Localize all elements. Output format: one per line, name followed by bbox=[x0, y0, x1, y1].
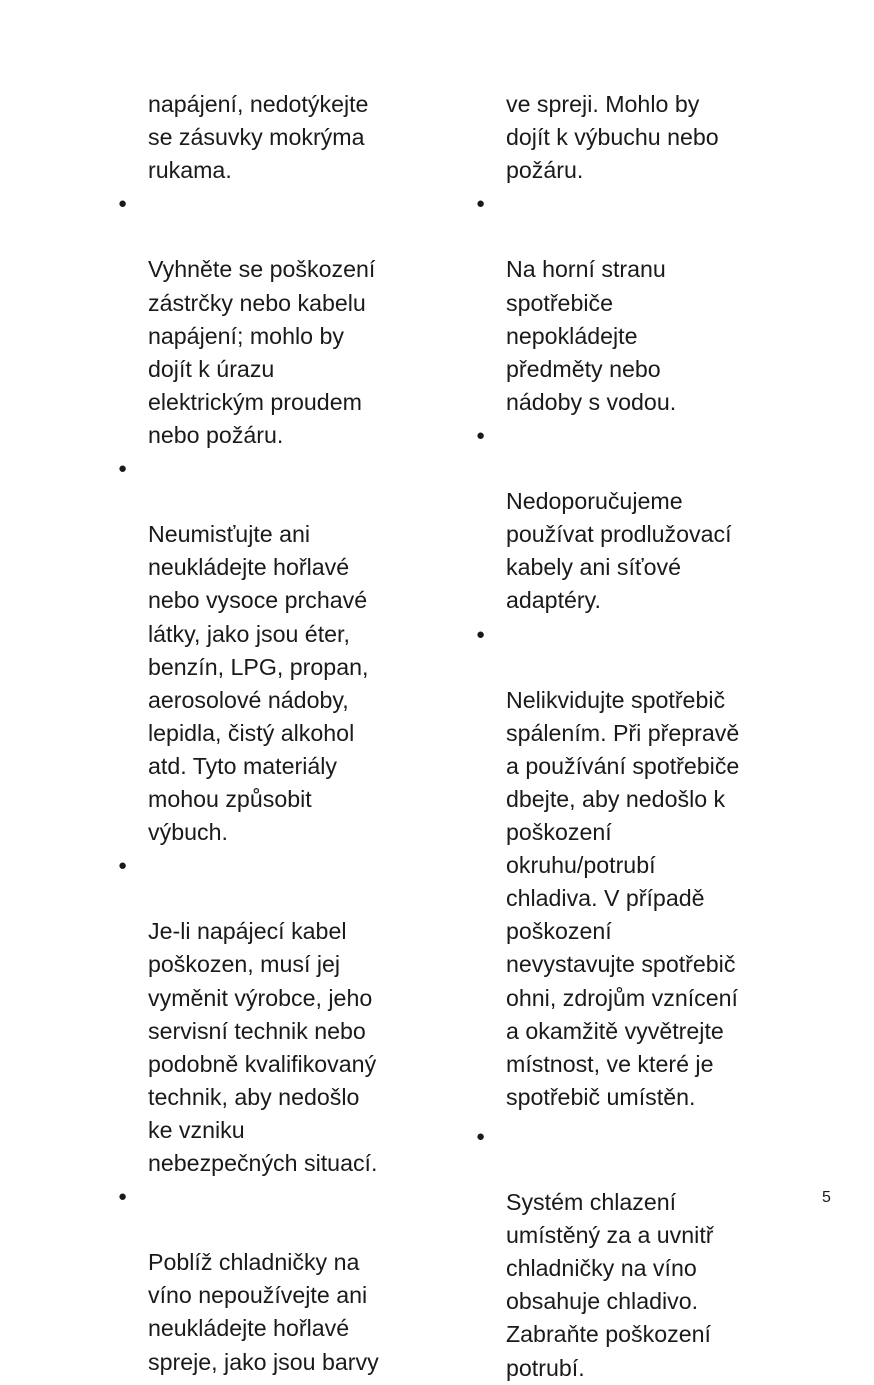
continuation-text: napájení, nedotýkejte se zásuvky mokrýma rukama. bbox=[148, 91, 369, 184]
bullet-text: Poblíž chladničky na víno nepoužívejte ani neukládejte hořlavé spreje, jako jsou barvy bbox=[148, 1249, 379, 1375]
bullet-item bbox=[474, 419, 774, 618]
bullet-text: Je-li napájecí kabel poškozen, musí jej vyměnit výrobce, jeho servisní technik nebo podobně kvalifikovaný technik, aby nedošlo ke vzniku nebezpečných situací. bbox=[148, 918, 378, 1176]
bullet-item bbox=[474, 618, 774, 1114]
bullet-text: Nelikvidujte spotřebič spálením. Při přepravě a používání spotřebiče dbejte, aby nedošlo k poškození okruhu/potrubí chladiva. V případě poškození nevystavujte spotřebič ohni, zdrojům vznícení a okamžitě vyvětrejte místnost, ve které je spotřebič umístěn. bbox=[506, 686, 740, 1110]
bullet-text: Nedoporučujeme používat prodlužovací kabely ani síťové adaptéry. bbox=[506, 488, 732, 614]
bullet-icon: ● bbox=[476, 1127, 486, 1145]
bullet-item bbox=[474, 187, 774, 419]
bullet-text: Na horní stranu spotřebiče nepokládejte předměty nebo nádoby s vodou. bbox=[506, 256, 677, 415]
bullet-item bbox=[116, 1180, 406, 1379]
bullet-item bbox=[474, 1120, 774, 1385]
bullet-icon: ● bbox=[476, 426, 486, 444]
bullet-text: Neumisťujte ani neukládejte hořlavé nebo vysoce prchavé látky, jako jsou éter, benzín, LPG, propan, aerosolové nádoby, lepidla, čistý alkohol atd. Tyto materiály mohou způsobit výbuch. bbox=[148, 521, 369, 846]
page-number: 5 bbox=[822, 1189, 831, 1206]
bullet-text: Vyhněte se poškození zástrčky nebo kabelu napájení; mohlo by dojít k úrazu elektrickým proudem nebo požáru. bbox=[148, 256, 376, 448]
bullet-item bbox=[116, 452, 406, 849]
right-column bbox=[474, 88, 774, 1385]
bullet-item bbox=[116, 187, 406, 452]
bullet-icon: ● bbox=[118, 460, 128, 478]
bullet-icon: ● bbox=[476, 195, 486, 213]
bullet-icon: ● bbox=[118, 195, 128, 213]
left-column bbox=[116, 88, 406, 1379]
continuation-text: ve spreji. Mohlo by dojít k výbuchu nebo požáru. bbox=[506, 91, 719, 184]
bullet-item bbox=[116, 849, 406, 1180]
bullet-icon: ● bbox=[118, 1188, 128, 1206]
bullet-text: Systém chlazení umístěný za a uvnitř chladničky na víno obsahuje chladivo. Zabraňte poškození potrubí. bbox=[506, 1189, 714, 1381]
bullet-icon: ● bbox=[118, 857, 128, 875]
bullet-icon: ● bbox=[476, 625, 486, 643]
